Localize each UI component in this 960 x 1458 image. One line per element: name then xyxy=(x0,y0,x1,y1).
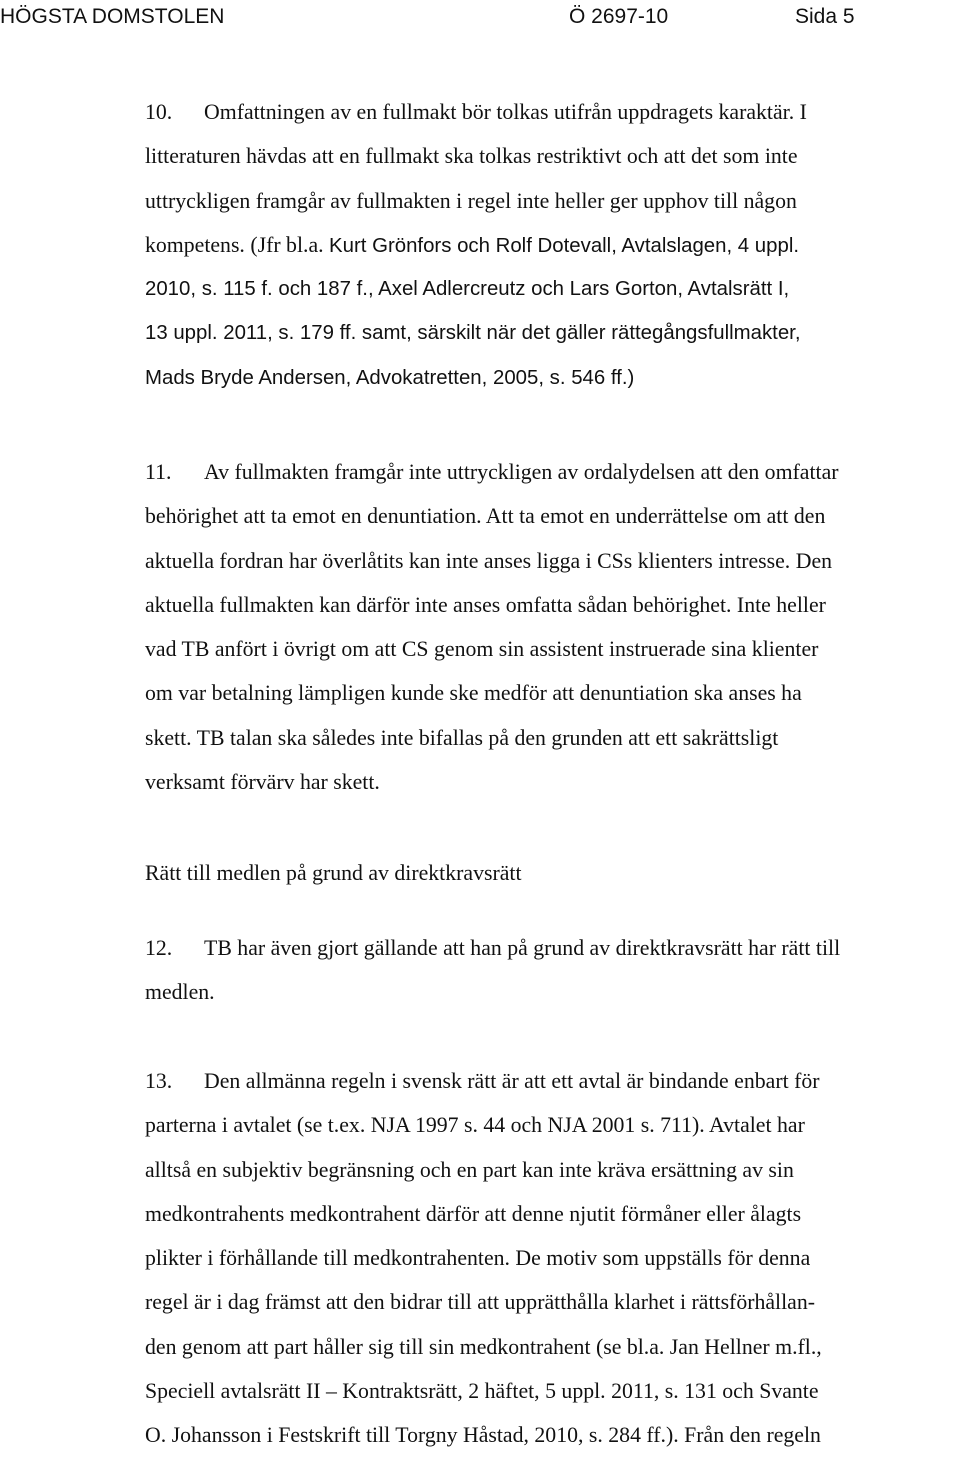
citation-text: 13 uppl. 2011, s. 179 ff. samt, särskilt när det gäller rättegångsfullmakter, xyxy=(145,322,801,345)
paragraph-line: medlen. xyxy=(145,980,215,1005)
paragraph-11 xyxy=(145,450,839,804)
paragraph-line: skett. TB talan ska således inte bifallas på den grunden att ett sakrättsligt xyxy=(145,725,779,750)
citation-text: Kurt Grönfors och Rolf Dotevall, Avtalslagen, 4 uppl. xyxy=(329,234,800,257)
case-number: Ö 2697-10 xyxy=(569,5,669,28)
paragraph-line: alltså en subjektiv begränsning och en part kan inte kräva ersättning av sin xyxy=(145,1157,794,1182)
paragraph-line: O. Johansson i Festskrift till Torgny Håstad, 2010, s. 284 ff.). Från den regeln xyxy=(145,1423,821,1448)
paragraph-line: den genom att part håller sig till sin medkontrahent (se bl.a. Jan Hellner m.fl., xyxy=(145,1334,822,1359)
paragraph-line: vad TB anfört i övrigt om att CS genom sin assistent instruerade sina klienter xyxy=(145,637,819,662)
paragraph-line: aktuella fordran har överlåtits kan inte anses ligga i CSs klienters intresse. Den xyxy=(145,548,833,573)
page-number: Sida 5 xyxy=(795,5,855,28)
paragraph-line: Omfattningen av en fullmakt bör tolkas utifrån uppdragets karaktär. I xyxy=(204,100,807,124)
paragraph-13 xyxy=(145,1059,822,1458)
paragraph-line: Den allmänna regeln i svensk rätt är att ett avtal är bindande enbart för xyxy=(204,1069,820,1093)
paragraph-line: verksamt förvärv har skett. xyxy=(145,770,380,795)
page-header xyxy=(0,2,960,32)
paragraph-number: 12. xyxy=(145,936,173,960)
paragraph-line: om var betalning lämpligen kunde ske medför att denuntiation ska anses ha xyxy=(145,681,802,706)
citation-text: Mads Bryde Andersen, Advokatretten, 2005, s. 546 ff.) xyxy=(145,366,635,389)
paragraph-number: 10. xyxy=(145,100,173,124)
paragraph-line: parterna i avtalet (se t.ex. NJA 1997 s. 44 och NJA 2001 s. 711). Avtalet har xyxy=(145,1113,805,1138)
paragraph-line: aktuella fullmakten kan därför inte anses omfatta sådan behörighet. Inte heller xyxy=(145,592,826,617)
paragraph-number: 11. xyxy=(145,460,172,484)
citation-text: 2010, s. 115 f. och 187 f., Axel Adlercreutz och Lars Gorton, Avtalsrätt I, xyxy=(145,278,790,301)
paragraph-line: plikter i förhållande till medkontrahenten. De motiv som uppställs för denna xyxy=(145,1246,811,1271)
paragraph-10 xyxy=(145,90,807,400)
paragraph-line: Av fullmakten framgår inte uttryckligen av ordalydelsen att den omfattar xyxy=(204,460,839,484)
paragraph-line: regel är i dag främst att den bidrar till att upprätthålla klarhet i rättsförhållan- xyxy=(145,1290,815,1315)
paragraph-line: medkontrahents medkontrahent därför att denne njutit förmåner eller ålagts xyxy=(145,1201,802,1226)
paragraph-12 xyxy=(145,926,840,1015)
paragraph-line: TB har även gjort gällande att han på grund av direktkravsrätt har rätt till xyxy=(204,936,841,960)
paragraph-number: 13. xyxy=(145,1069,173,1093)
paragraph-line: behörighet att ta emot en denuntiation. Att ta emot en underrättelse om att den xyxy=(145,504,826,529)
paragraph-line: Speciell avtalsrätt II – Kontraktsrätt, 2 häftet, 5 uppl. 2011, s. 131 och Svante xyxy=(145,1379,819,1404)
paragraph-line: uttryckligen framgår av fullmakten i regel inte heller ger upphov till någon xyxy=(145,188,797,213)
section-heading: Rätt till medlen på grund av direktkravsrätt xyxy=(145,861,522,885)
paragraph-line: litteraturen hävdas att en fullmakt ska tolkas restriktivt och att det som inte xyxy=(145,144,798,169)
court-name: HÖGSTA DOMSTOLEN xyxy=(0,5,225,28)
paragraph-line: kompetens. (Jfr bl.a. xyxy=(145,232,330,257)
